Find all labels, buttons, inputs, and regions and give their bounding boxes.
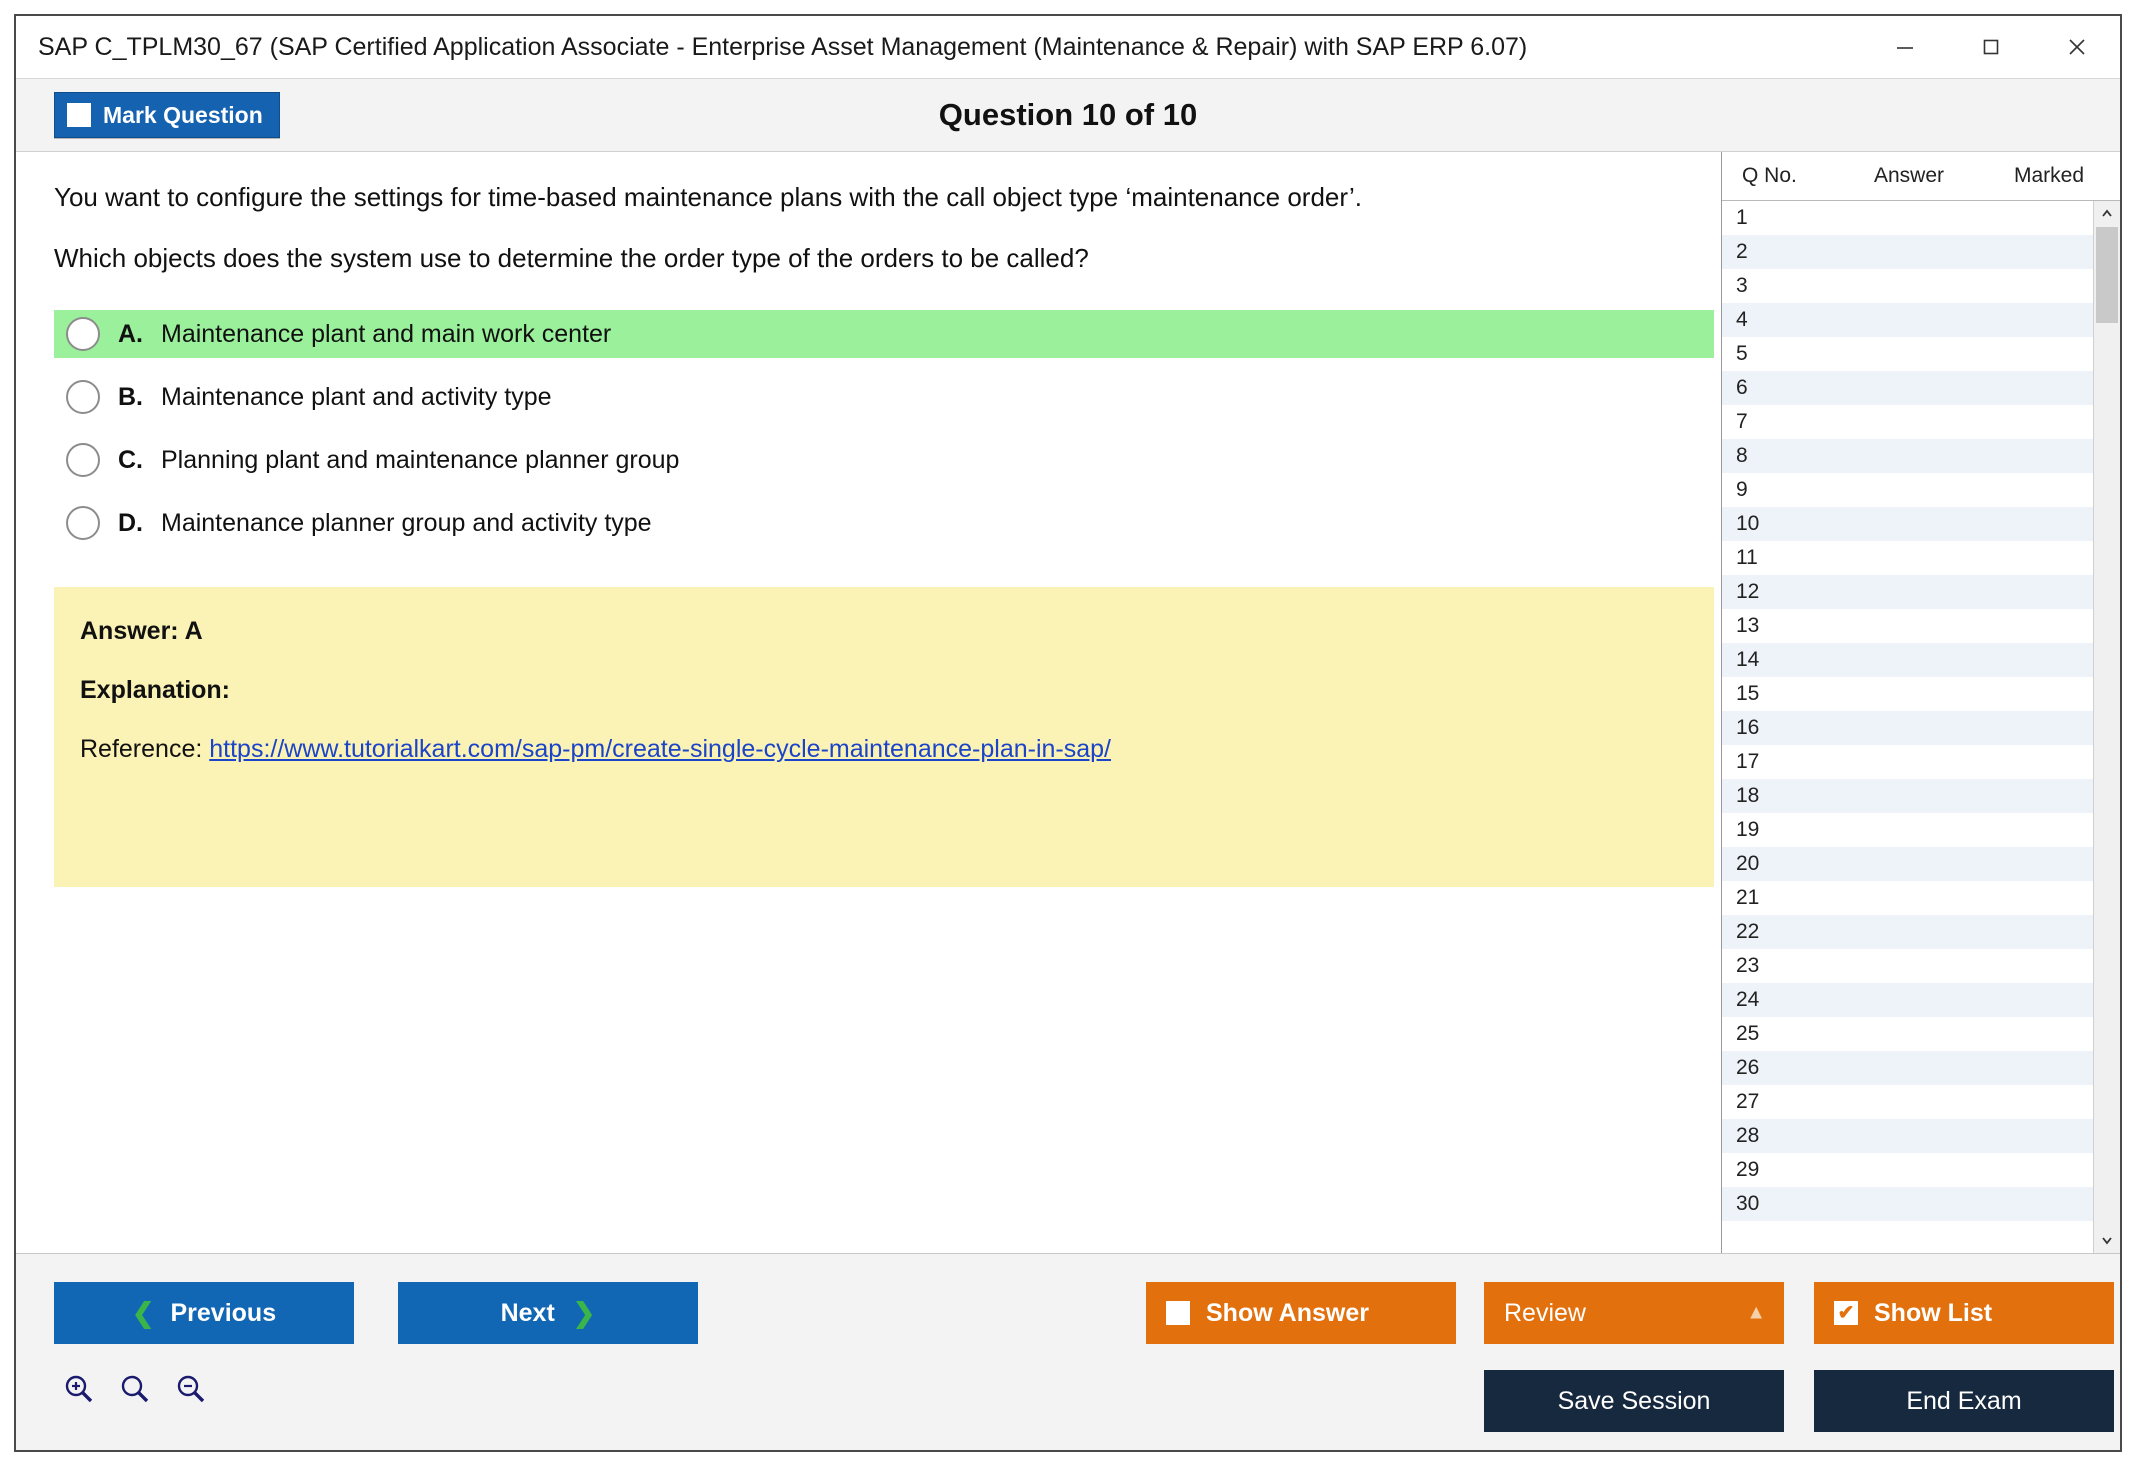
question-number: 18 bbox=[1736, 784, 1760, 807]
question-number: 2 bbox=[1736, 240, 1748, 263]
question-number: 27 bbox=[1736, 1090, 1760, 1113]
question-list-item[interactable] bbox=[1722, 439, 2093, 473]
window-controls bbox=[1862, 16, 2120, 78]
show-list-label: Show List bbox=[1874, 1298, 1993, 1327]
end-exam-button[interactable] bbox=[1814, 1370, 2114, 1432]
scrollbar-track[interactable] bbox=[2094, 227, 2120, 1227]
question-list-item[interactable] bbox=[1722, 1119, 2093, 1153]
reference-prefix: Reference: bbox=[80, 735, 210, 764]
column-q-no: Q No. bbox=[1742, 164, 1797, 187]
mark-question-label: Mark Question bbox=[103, 101, 263, 128]
question-number: 4 bbox=[1736, 308, 1748, 331]
question-list-item[interactable] bbox=[1722, 1017, 2093, 1051]
question-list-item[interactable] bbox=[1722, 371, 2093, 405]
question-number: 16 bbox=[1736, 716, 1760, 739]
question-number: 8 bbox=[1736, 444, 1748, 467]
question-number: 30 bbox=[1736, 1192, 1760, 1215]
question-list-item[interactable] bbox=[1722, 1051, 2093, 1085]
question-number: 7 bbox=[1736, 410, 1748, 433]
question-number: 5 bbox=[1736, 342, 1748, 365]
question-list-item[interactable] bbox=[1722, 983, 2093, 1017]
question-number: 26 bbox=[1736, 1056, 1760, 1079]
answer-options bbox=[54, 310, 1687, 547]
question-list-item[interactable] bbox=[1722, 677, 2093, 711]
mark-question-button[interactable] bbox=[54, 92, 280, 138]
next-button-label: Next bbox=[500, 1298, 555, 1327]
question-list-rows[interactable] bbox=[1722, 201, 2093, 1253]
previous-button[interactable] bbox=[54, 1282, 354, 1344]
question-number: 29 bbox=[1736, 1158, 1760, 1181]
question-list-item[interactable] bbox=[1722, 1085, 2093, 1119]
question-number: 9 bbox=[1736, 478, 1748, 501]
question-number: 21 bbox=[1736, 886, 1760, 909]
option-b-letter: B. bbox=[118, 382, 143, 411]
option-d[interactable] bbox=[54, 499, 1714, 547]
question-list-item[interactable] bbox=[1722, 235, 2093, 269]
question-number: 13 bbox=[1736, 614, 1760, 637]
question-list-item[interactable] bbox=[1722, 201, 2093, 235]
question-number: 6 bbox=[1736, 376, 1748, 399]
question-list-item[interactable] bbox=[1722, 779, 2093, 813]
chevron-left-icon: ❮ bbox=[131, 1297, 155, 1328]
question-content bbox=[16, 152, 1721, 1253]
option-b-radio[interactable] bbox=[66, 380, 100, 414]
question-list-item[interactable] bbox=[1722, 745, 2093, 779]
question-list-item[interactable] bbox=[1722, 269, 2093, 303]
question-list-item[interactable] bbox=[1722, 847, 2093, 881]
question-header bbox=[16, 79, 2120, 152]
question-list-item[interactable] bbox=[1722, 303, 2093, 337]
question-number: 12 bbox=[1736, 580, 1760, 603]
maximize-icon[interactable] bbox=[1948, 16, 2034, 78]
question-text-line1: You want to configure the settings for time-based maintenance plans with the call object type ‘maintenance order’. bbox=[54, 182, 1362, 212]
question-list-item[interactable] bbox=[1722, 915, 2093, 949]
end-exam-label: End Exam bbox=[1906, 1386, 2022, 1415]
question-number: 23 bbox=[1736, 954, 1760, 977]
main-area bbox=[16, 152, 2120, 1253]
question-list-item[interactable] bbox=[1722, 473, 2093, 507]
question-number: 15 bbox=[1736, 682, 1760, 705]
option-b[interactable] bbox=[54, 373, 1714, 421]
question-list-item[interactable] bbox=[1722, 405, 2093, 439]
footer-toolbar bbox=[16, 1253, 2120, 1450]
show-answer-checkbox[interactable] bbox=[1166, 1301, 1190, 1325]
question-number: 28 bbox=[1736, 1124, 1760, 1147]
option-c[interactable] bbox=[54, 436, 1714, 484]
question-number: 14 bbox=[1736, 648, 1760, 671]
show-answer-button[interactable] bbox=[1146, 1282, 1456, 1344]
question-list-item[interactable] bbox=[1722, 813, 2093, 847]
option-a-letter: A. bbox=[118, 319, 143, 348]
question-list-scrollbar[interactable] bbox=[2093, 201, 2120, 1253]
chevron-up-icon[interactable] bbox=[2094, 201, 2120, 227]
question-number: 10 bbox=[1736, 512, 1760, 535]
save-session-button[interactable] bbox=[1484, 1370, 1784, 1432]
option-d-letter: D. bbox=[118, 508, 143, 537]
scrollbar-thumb[interactable] bbox=[2096, 227, 2118, 323]
question-number: 1 bbox=[1736, 206, 1748, 229]
question-number: 20 bbox=[1736, 852, 1760, 875]
option-a[interactable] bbox=[54, 310, 1714, 358]
option-b-label: Maintenance plant and activity type bbox=[161, 382, 552, 411]
answer-label: Answer: A bbox=[80, 617, 203, 646]
question-list-item[interactable] bbox=[1722, 507, 2093, 541]
question-number: 17 bbox=[1736, 750, 1760, 773]
page-title: Question 10 of 10 bbox=[938, 97, 1198, 132]
question-list-item[interactable] bbox=[1722, 881, 2093, 915]
question-number: 24 bbox=[1736, 988, 1760, 1011]
option-c-radio[interactable] bbox=[66, 443, 100, 477]
save-session-label: Save Session bbox=[1557, 1386, 1711, 1415]
column-answer: Answer bbox=[1873, 164, 1945, 187]
show-answer-label: Show Answer bbox=[1206, 1298, 1369, 1327]
show-list-checkbox[interactable]: ✔ bbox=[1834, 1301, 1858, 1325]
question-list-item[interactable] bbox=[1722, 337, 2093, 371]
question-list-item[interactable] bbox=[1722, 949, 2093, 983]
explanation-label: Explanation: bbox=[80, 676, 231, 705]
window-title: SAP C_TPLM30_67 (SAP Certified Application Associate - Enterprise Asset Management (Maintenance & Repair) with SAP ERP 6.07) bbox=[38, 32, 1528, 61]
option-a-label: Maintenance plant and main work center bbox=[161, 319, 612, 348]
minimize-icon[interactable] bbox=[1862, 16, 1948, 78]
chevron-down-icon[interactable] bbox=[2094, 1227, 2120, 1253]
question-number: 11 bbox=[1736, 546, 1758, 569]
reference-link[interactable]: https://www.tutorialkart.com/sap-pm/create-single-cycle-maintenance-plan-in-sap/ bbox=[209, 735, 1111, 764]
question-number: 3 bbox=[1736, 274, 1748, 297]
reference-line bbox=[80, 735, 1688, 764]
question-list-item[interactable] bbox=[1722, 1187, 2093, 1221]
answer-explanation-panel bbox=[54, 587, 1714, 887]
question-number: 19 bbox=[1736, 818, 1760, 841]
option-d-radio[interactable] bbox=[66, 506, 100, 540]
close-icon[interactable] bbox=[2034, 16, 2120, 78]
question-list-item[interactable] bbox=[1722, 643, 2093, 677]
zoom-controls bbox=[62, 1372, 208, 1411]
question-list-body bbox=[1722, 201, 2120, 1253]
show-list-button[interactable] bbox=[1814, 1282, 2114, 1344]
column-marked: Marked bbox=[2013, 164, 2085, 187]
search-icon[interactable] bbox=[118, 1372, 152, 1411]
question-number: 25 bbox=[1736, 1022, 1760, 1045]
exam-window bbox=[14, 14, 2122, 1452]
question-list-item[interactable] bbox=[1722, 609, 2093, 643]
question-list-panel bbox=[1721, 152, 2120, 1253]
question-list-header bbox=[1722, 152, 2120, 201]
question-list-item[interactable] bbox=[1722, 541, 2093, 575]
zoom-out-icon[interactable] bbox=[174, 1372, 208, 1411]
review-label: Review bbox=[1504, 1298, 1586, 1327]
window-title-bar bbox=[16, 16, 2120, 79]
next-button[interactable] bbox=[398, 1282, 698, 1344]
option-a-radio[interactable] bbox=[66, 317, 100, 351]
option-c-letter: C. bbox=[118, 445, 143, 474]
chevron-right-icon: ❯ bbox=[572, 1297, 596, 1328]
question-list-item[interactable] bbox=[1722, 575, 2093, 609]
question-number: 22 bbox=[1736, 920, 1760, 943]
question-list-item[interactable] bbox=[1722, 711, 2093, 745]
option-d-label: Maintenance planner group and activity type bbox=[161, 508, 652, 537]
mark-question-checkbox[interactable] bbox=[67, 103, 91, 127]
question-list-item[interactable] bbox=[1722, 1153, 2093, 1187]
zoom-in-icon[interactable] bbox=[62, 1372, 96, 1411]
previous-button-label: Previous bbox=[170, 1298, 277, 1327]
option-c-label: Planning plant and maintenance planner group bbox=[161, 445, 680, 474]
chevron-up-icon: ▲ bbox=[1746, 1301, 1766, 1324]
review-dropdown[interactable] bbox=[1484, 1282, 1784, 1344]
question-text-line2: Which objects does the system use to determine the order type of the orders to be called? bbox=[54, 243, 1089, 274]
